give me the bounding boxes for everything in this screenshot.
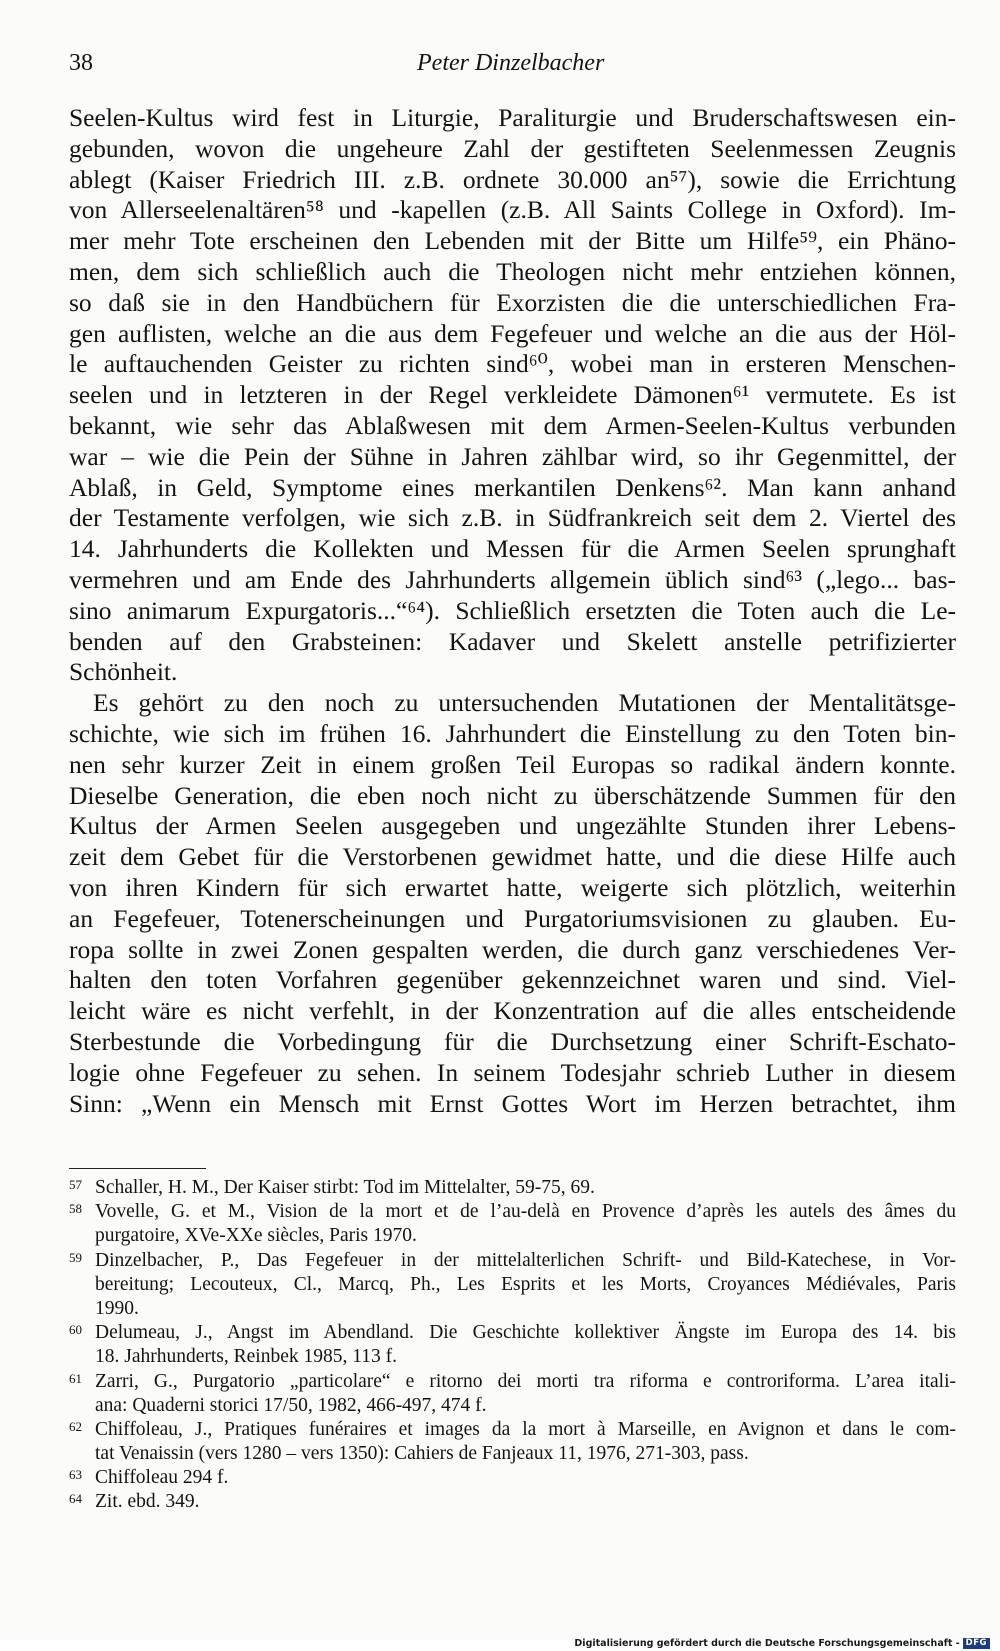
footnote-text: Dinzelbacher, P., Das Fegefeuer in der mittelalterlichen Schrift- und Bild-Katechese, in Vor-	[95, 1249, 956, 1271]
body-line: Kultus der Armen Seelen ausgegeben und ungezählte Stunden ihrer Lebens-	[69, 811, 956, 841]
body-line: logie ohne Fegefeuer zu sehen. In seinem Todesjahr schrieb Luther in diesem	[69, 1057, 956, 1087]
body-line: gen auflisten, welche an die aus dem Fegefeuer und welche an die aus der Höl-	[69, 318, 956, 348]
body-line: Es gehört zu den noch zu untersuchenden Mutationen der Mentalitätsge-	[93, 688, 956, 718]
body-line: Ablaß, in Geld, Symptome eines merkantilen Denkens⁶². Man kann anhand	[69, 472, 956, 502]
dfg-logo: DFG	[963, 1638, 990, 1649]
credit-text: Digitalisierung gefördert durch die Deutsche Forschungsgemeinschaft -	[574, 1637, 960, 1649]
footnote-62-cont	[69, 1442, 956, 1466]
footnote-text: ana: Quaderni storici 17/50, 1982, 466-497, 474 f.	[95, 1394, 487, 1416]
footnote-63	[69, 1466, 956, 1490]
footnote-text: 1990.	[95, 1297, 139, 1319]
footnote-marker: 63	[69, 1467, 82, 1483]
footnote-marker: 62	[69, 1418, 82, 1434]
body-text	[69, 103, 956, 1119]
footnote-marker: 58	[69, 1201, 82, 1217]
body-line: ablegt (Kaiser Friedrich III. z.B. ordnete 30.000 an⁵⁷), sowie die Errichtung	[69, 164, 956, 194]
page-number: 38	[69, 50, 93, 76]
running-head: Peter Dinzelbacher	[417, 50, 605, 76]
body-line: benden auf den Grabsteinen: Kadaver und Skelett anstelle petrifizierter	[69, 626, 956, 656]
footnote-text: Schaller, H. M., Der Kaiser stirbt: Tod im Mittelalter, 59-75, 69.	[95, 1177, 595, 1198]
body-line: von ihren Kindern für sich erwartet hatte, weigerte sich plötzlich, weiterhin	[69, 872, 956, 902]
footnote-text: Zarri, G., Purgatorio „particolare“ e ritorno dei morti tra riforma e controriforma. L’area itali-	[95, 1370, 956, 1392]
footnote-61-cont	[69, 1394, 956, 1418]
footnote-59-cont	[69, 1297, 956, 1321]
body-line: war – wie die Pein der Sühne in Jahren zählbar wird, so ihr Gegenmittel, der	[69, 441, 956, 471]
footnote-text: Chiffoleau 294 f.	[95, 1467, 229, 1489]
footnote-text: tat Venaissin (vers 1280 – vers 1350): Cahiers de Fanjeaux 11, 1976, 271-303, pass.	[95, 1443, 749, 1465]
body-line: an Fegefeuer, Totenerscheinungen und Purgatoriumsvisionen zu glauben. Eu-	[69, 903, 956, 933]
body-line: zeit dem Gebet für die Verstorbenen gewidmet hatte, und die diese Hilfe auch	[69, 842, 956, 872]
body-line: schichte, wie sich im frühen 16. Jahrhundert die Einstellung zu den Toten bin-	[69, 718, 956, 748]
body-line: sino animarum Expurgatoris...“⁶⁴). Schließlich ersetzten die Toten auch die Le-	[69, 595, 956, 625]
footnote-text: Chiffoleau, J., Pratiques funéraires et images da la mort à Marseille, en Avignon et dans le com-	[95, 1418, 956, 1440]
footnote-marker: 64	[69, 1491, 82, 1507]
footnote-64	[69, 1490, 956, 1514]
body-line: Sterbestunde die Vorbedingung für die Durchsetzung einer Schrift-Eschato-	[69, 1026, 956, 1056]
body-line: seelen und in letzteren in der Regel verkleidete Dämonen⁶¹ vermutete. Es ist	[69, 380, 956, 410]
body-line: der Testamente verfolgen, wie sich z.B. in Südfrankreich seit dem 2. Viertel des	[69, 503, 956, 533]
body-line: nen sehr kurzer Zeit in einem großen Teil Europas so radikal ändern konnte.	[69, 749, 956, 779]
footnote-59-cont	[69, 1273, 956, 1297]
body-line: leicht wäre es nicht verfehlt, in der Konzentration auf die alles entscheidende	[69, 996, 956, 1026]
body-line: men, dem sich schließlich auch die Theologen nicht mehr entziehen können,	[69, 256, 956, 286]
footnote-57	[69, 1176, 956, 1200]
body-line: vermehren und am Ende des Jahrhunderts allgemein üblich sind⁶³ („lego... bas-	[69, 564, 956, 594]
digitization-credit	[574, 1637, 990, 1649]
footnote-59	[69, 1249, 956, 1273]
footnote-61	[69, 1370, 956, 1394]
body-line: 14. Jahrhunderts die Kollekten und Messen für die Armen Seelen sprunghaft	[69, 534, 956, 564]
body-line: mer mehr Tote erscheinen den Lebenden mit der Bitte um Hilfe⁵⁹, ein Phäno-	[69, 226, 956, 256]
footnote-marker: 57	[69, 1177, 82, 1192]
body-line: Dieselbe Generation, die eben noch nicht zu überschätzende Summen für den	[69, 780, 956, 810]
body-line: ropa sollte in zwei Zonen gespalten werden, die durch ganz verschiedenes Ver-	[69, 934, 956, 964]
body-line: halten den toten Vorfahren gegenüber gekennzeichnet waren und sind. Viel-	[69, 965, 956, 995]
body-line: bekannt, wie sehr das Ablaßwesen mit dem Armen-Seelen-Kultus verbunden	[69, 410, 956, 440]
footnote-text: purgatoire, XVe-XXe siècles, Paris 1970.	[95, 1225, 417, 1247]
body-line: von Allerseelenaltären⁵⁸ und -kapellen (z.B. All Saints College in Oxford). Im-	[69, 195, 956, 225]
footnotes	[69, 1176, 956, 1515]
footnote-60-cont	[69, 1345, 956, 1369]
body-line: le auftauchenden Geister zu richten sind⁶⁰, wobei man in ersteren Menschen-	[69, 349, 956, 379]
body-line: gebunden, wovon die ungeheure Zahl der gestifteten Seelenmessen Zeugnis	[69, 133, 956, 163]
footnote-text: Vovelle, G. et M., Vision de la mort et de l’au-delà en Provence d’après les autels des âmes du	[95, 1201, 956, 1223]
footnote-marker: 59	[69, 1249, 82, 1265]
footnote-60	[69, 1321, 956, 1345]
footnote-text: 18. Jahrhunderts, Reinbek 1985, 113 f.	[95, 1346, 398, 1368]
footnote-text: Zit. ebd. 349.	[95, 1491, 200, 1513]
footnote-58	[69, 1200, 956, 1224]
body-line: Sinn: „Wenn ein Mensch mit Ernst Gottes Wort im Herzen betrachtet, ihm	[69, 1088, 956, 1118]
footnote-62	[69, 1418, 956, 1442]
body-line: so daß sie in den Handbüchern für Exorzisten die die unterschiedlichen Fra-	[69, 287, 956, 317]
footnote-separator	[69, 1168, 206, 1169]
page-header	[69, 50, 956, 84]
footnote-text: bereitung; Lecouteux, Cl., Marcq, Ph., Les Esprits et les Morts, Croyances Médiévales, Paris	[95, 1273, 956, 1295]
footnote-marker: 61	[69, 1370, 82, 1386]
footnote-text: Delumeau, J., Angst im Abendland. Die Geschichte kollektiver Ängste im Europa des 14. bis	[95, 1322, 956, 1344]
body-line: Schönheit.	[69, 657, 178, 687]
body-line: Seelen-Kultus wird fest in Liturgie, Paraliturgie und Bruderschaftswesen ein-	[69, 103, 956, 132]
footnote-marker: 60	[69, 1322, 82, 1338]
footnote-58-cont	[69, 1224, 956, 1248]
